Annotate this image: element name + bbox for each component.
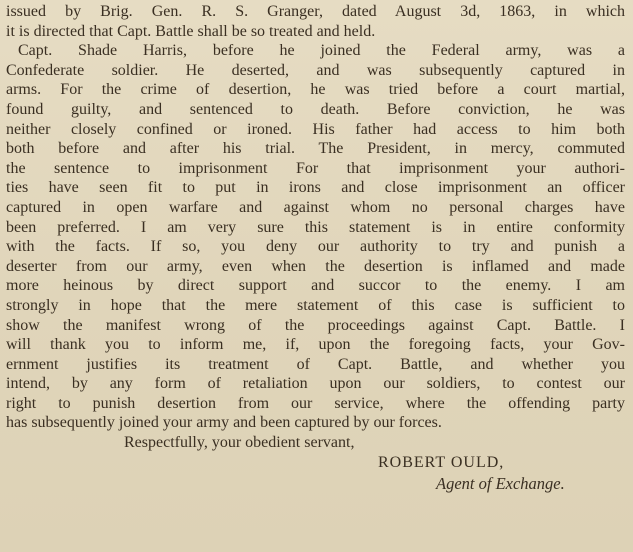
text-line: been preferred. I am very sure this statement is in entire conformity (6, 218, 625, 236)
text-line: with the facts. If so, you deny our authority to try and punish a (6, 238, 625, 256)
text-line: deserter from our army, even when the desertion is inflamed and made (6, 257, 625, 275)
text-line: strongly in hope that the mere statement of this case is sufficient to (6, 296, 625, 314)
text-line: arms. For the crime of desertion, he was tried before a court martial, (6, 81, 625, 99)
text-line: it is directed that Capt. Battle shall be so treated and held. (6, 22, 376, 40)
text-line: Confederate soldier. He deserted, and was subsequently captured in (6, 61, 625, 79)
text-line: neither closely confined or ironed. His father had access to him both (6, 120, 625, 138)
text-line: will thank you to inform me, if, upon the foregoing facts, your Gov- (6, 336, 625, 354)
text-line: found guilty, and sentenced to death. Before conviction, he was (6, 100, 625, 118)
text-line: right to punish desertion from our service, where the offending party (6, 394, 625, 412)
text-line: more heinous by direct support and succor to the enemy. I am (6, 277, 625, 295)
text-line: show the manifest wrong of the proceedings against Capt. Battle. I (6, 316, 625, 334)
letter-body (6, 2, 625, 433)
text-line: the sentence to imprisonment For that imprisonment your authori- (6, 159, 625, 177)
text-line: has subsequently joined your army and been captured by our forces. (6, 414, 442, 432)
text-line: ties have seen fit to put in irons and close imprisonment an officer (6, 179, 625, 197)
closing-salutation: Respectfully, your obedient servant, (124, 434, 355, 452)
text-line: Capt. Shade Harris, before he joined the Federal army, was a (18, 42, 625, 60)
text-line: issued by Brig. Gen. R. S. Granger, dated August 3d, 1863, in which (6, 3, 625, 20)
text-line: ernment justifies its treatment of Capt. Battle, and whether you (6, 355, 625, 373)
text-line: intend, by any form of retaliation upon our soldiers, to contest our (6, 375, 625, 393)
text-line: captured in open warfare and against whom no personal charges have (6, 198, 625, 216)
signature-title: Agent of Exchange. (436, 473, 565, 493)
signature-name: ROBERT OULD, (378, 453, 505, 471)
text-line: both before and after his trial. The President, in mercy, commuted (6, 140, 625, 158)
